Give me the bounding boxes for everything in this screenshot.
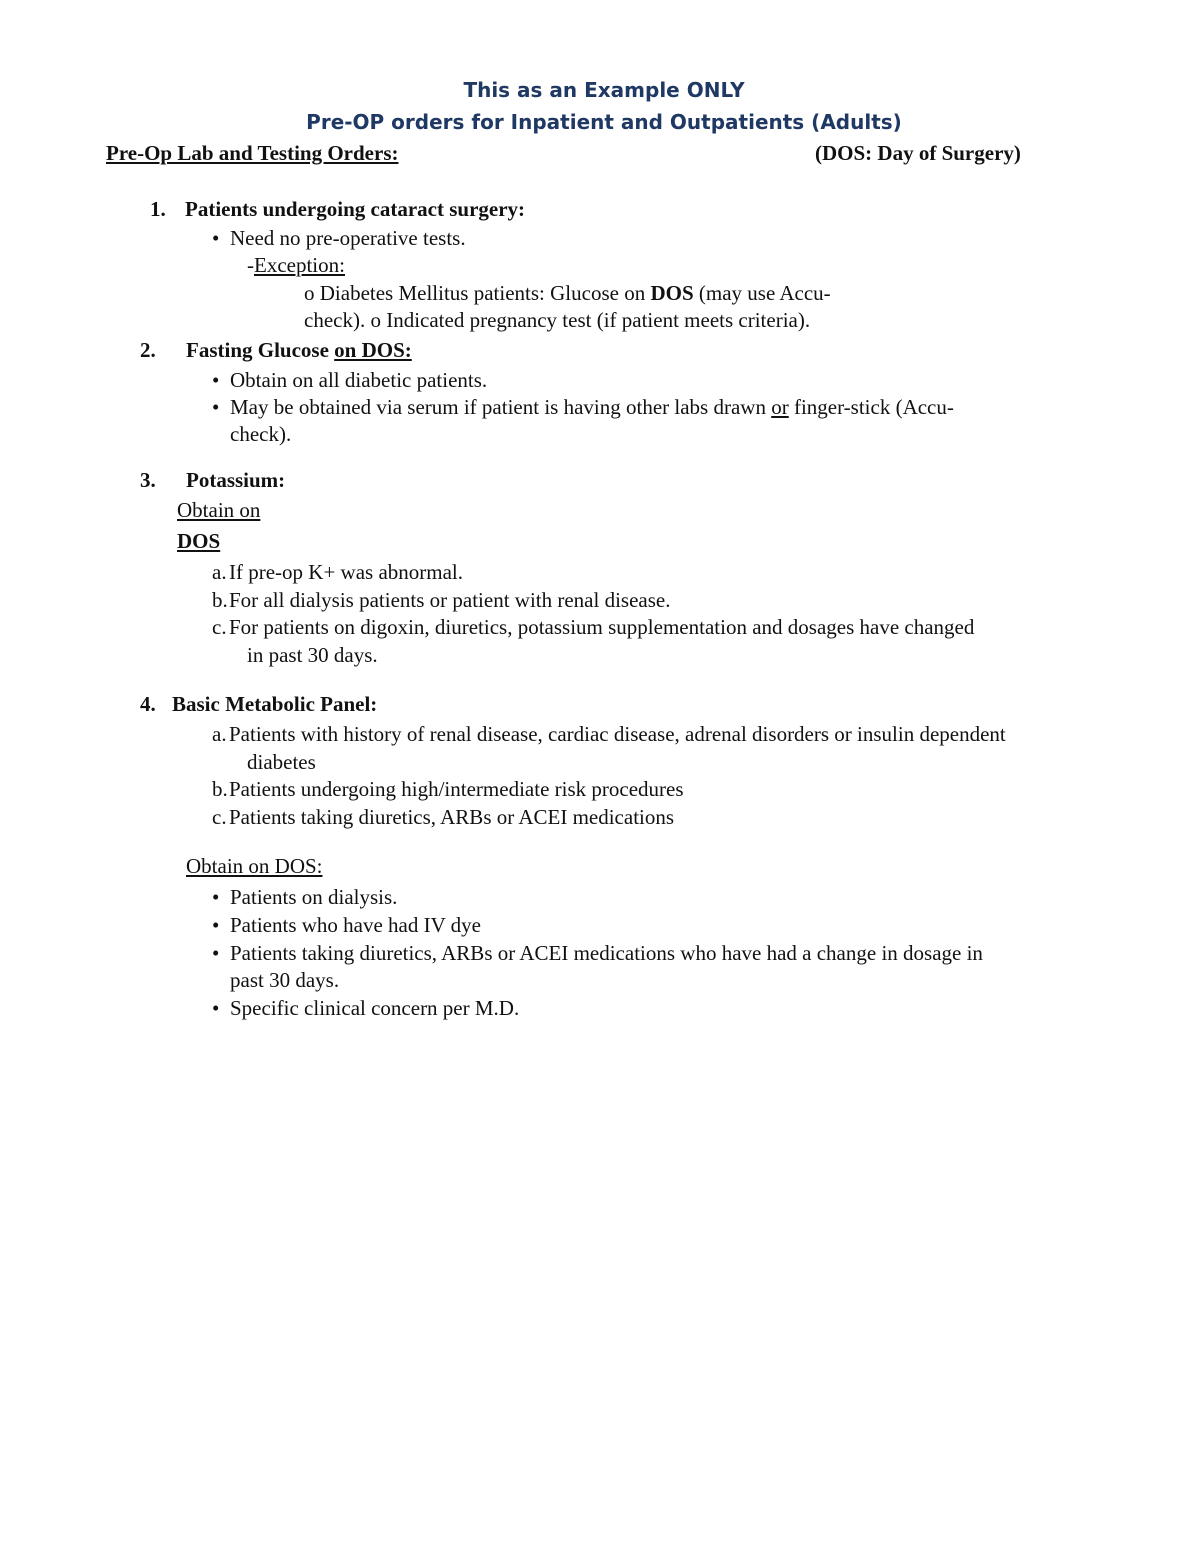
list-letter: c. [212, 805, 227, 829]
document-title: This as an Example ONLY [463, 78, 745, 102]
list-item: For all dialysis patients or patient with renal disease. [229, 588, 671, 612]
list-item-continuation: diabetes [247, 750, 316, 774]
list-letter: a. [212, 560, 227, 584]
bullet-glyph: • [212, 368, 220, 392]
bullet-glyph: • [212, 395, 220, 419]
item-heading: Basic Metabolic Panel: [172, 692, 378, 716]
item-number: 1. [150, 197, 166, 221]
item-heading: Patients undergoing cataract surgery: [185, 197, 526, 221]
bullet-text-continuation: check). [230, 422, 292, 446]
item-number: 4. [140, 692, 156, 716]
list-item: For patients on digoxin, diuretics, potassium supplementation and dosages have changed [229, 615, 975, 639]
document-subtitle: Pre-OP orders for Inpatient and Outpatients (Adults) [306, 110, 902, 134]
bullet-text: Patients taking diuretics, ARBs or ACEI medications who have had a change in dosage in [230, 941, 983, 965]
bullet-text: Obtain on all diabetic patients. [230, 368, 488, 392]
list-letter: a. [212, 722, 227, 746]
item-number: 3. [140, 468, 156, 492]
obtain-label: Obtain on DOS: [186, 854, 323, 878]
dos-label: DOS [177, 529, 221, 553]
item-number: 2. [140, 338, 156, 362]
item-heading: Fasting Glucose on DOS: [186, 338, 412, 362]
section-header-left: Pre-Op Lab and Testing Orders: [106, 141, 399, 165]
list-item: If pre-op K+ was abnormal. [229, 560, 464, 584]
list-item-continuation: in past 30 days. [247, 643, 378, 667]
list-item: Patients with history of renal disease, cardiac disease, adrenal disorders or insulin dependent [229, 722, 1006, 746]
list-letter: c. [212, 615, 227, 639]
list-item: Patients taking diuretics, ARBs or ACEI medications [229, 805, 675, 829]
exception-line: o Diabetes Mellitus patients: Glucose on DOS (may use Accu- [304, 281, 831, 305]
bullet-glyph: • [212, 226, 220, 250]
bullet-glyph: • [212, 913, 220, 937]
list-letter: b. [212, 777, 228, 801]
list-item: Patients undergoing high/intermediate risk procedures [229, 777, 684, 801]
bullet-glyph: • [212, 996, 220, 1020]
bullet-text: Patients on dialysis. [230, 885, 398, 909]
bullet-text-continuation: past 30 days. [230, 968, 340, 992]
bullet-text: May be obtained via serum if patient is having other labs drawn or finger-stick (Accu- [230, 395, 954, 419]
obtain-label: Obtain on [177, 498, 261, 522]
bullet-text: Need no pre-operative tests. [230, 226, 466, 250]
exception-line: check). o Indicated pregnancy test (if patient meets criteria). [304, 308, 811, 332]
bullet-text: Specific clinical concern per M.D. [230, 996, 520, 1020]
section-header-right: (DOS: Day of Surgery) [815, 141, 1021, 165]
bullet-glyph: • [212, 885, 220, 909]
item-heading: Potassium: [186, 468, 286, 492]
bullet-glyph: • [212, 941, 220, 965]
exception-label: -Exception: [247, 253, 345, 277]
bullet-text: Patients who have had IV dye [230, 913, 481, 937]
list-letter: b. [212, 588, 228, 612]
